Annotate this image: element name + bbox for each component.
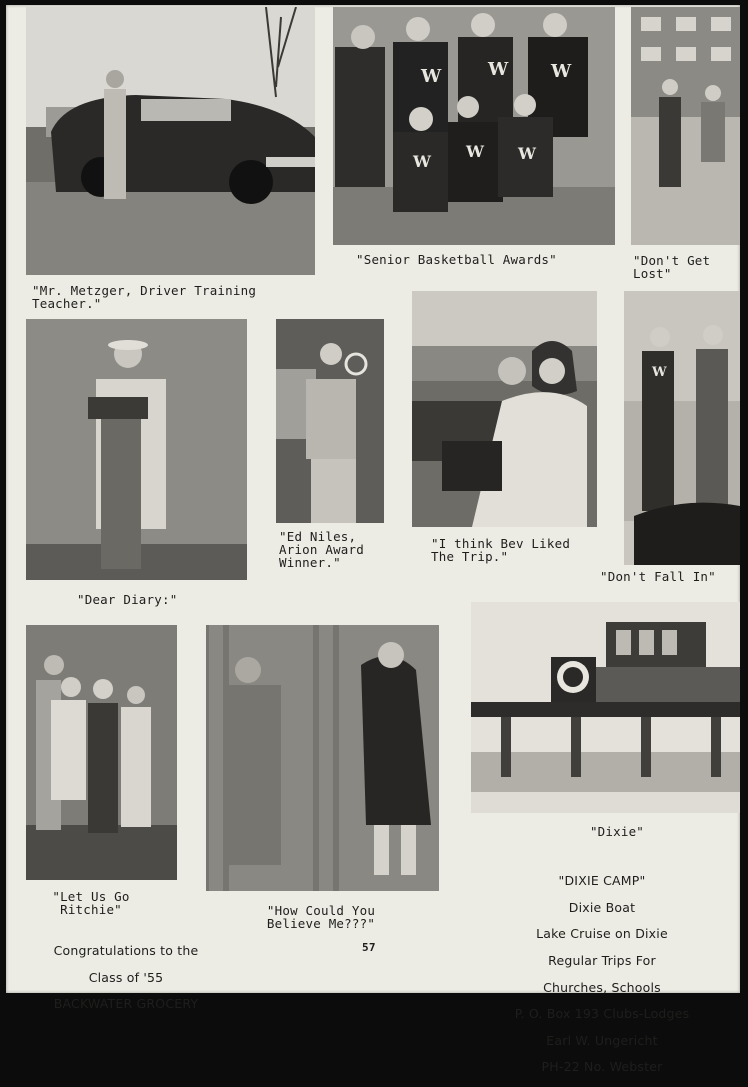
svg-text:W: W [421,66,442,87]
caption-dear-diary: "Dear Diary:" [77,592,178,607]
dixie-camp-line2: Lake Cruise on Dixie [536,926,668,942]
dixie-camp-ad [452,861,748,1087]
dixie-camp-line3: Regular Trips For [548,953,656,969]
svg-text:W: W [518,144,536,163]
photo-dear-diary [26,319,247,580]
dixie-camp-line1: Dixie Boat [568,899,636,915]
photo-senior-basketball-awards [333,7,615,245]
dixie-camp-line7: PH-22 No. Webster [541,1059,663,1075]
photo-dont-fall-in [624,291,740,565]
photo-dont-get-lost [631,7,740,245]
caption-bev-trip: "I think Bev Liked The Trip." [431,536,571,564]
grocery-ad-line1: Congratulations to the [53,943,199,959]
caption-dont-get-lost: "Don't Get Lost" [633,253,711,281]
svg-text:W: W [488,59,509,80]
svg-text:W: W [652,365,667,380]
grocery-ad-line2: Class of '55 [88,969,164,985]
caption-driver-training: "Mr. Metzger, Driver Training Teacher." [32,283,257,311]
svg-text:W: W [466,142,484,161]
caption-ed-niles: "Ed Niles, Arion Award Winner." [279,529,364,570]
photo-dixie-boat [471,602,740,813]
svg-text:W: W [551,61,572,82]
dixie-camp-line4: Churches, Schools [543,979,661,995]
photo-driver-training [26,7,315,275]
svg-text:W: W [413,152,431,171]
page-number: 57 [362,941,376,954]
yearbook-page [6,5,740,1075]
dixie-camp-title: "DIXIE CAMP" [558,873,646,889]
photo-ed-niles [276,319,384,523]
caption-dont-fall-in: "Don't Fall In" [600,569,716,584]
grocery-ad [6,931,246,1024]
photo-bev-trip [412,291,597,527]
photo-how-could-you [206,625,439,891]
photo-let-us-go-ritchie [26,625,177,880]
grocery-ad-line3: BACKWATER GROCERY [53,996,199,1012]
dixie-camp-line5: P. O. Box 193 Clubs-Lodges [514,1006,690,1022]
caption-let-us-go-ritchie: "Let Us Go Ritchie" [52,889,130,917]
caption-how-could-you-believe-me: "How Could You Believe Me???" [266,903,376,931]
caption-basketball-awards: "Senior Basketball Awards" [356,252,557,267]
caption-dixie: "Dixie" [589,824,645,839]
dixie-camp-line6: Earl W. Ungericht [546,1032,658,1048]
